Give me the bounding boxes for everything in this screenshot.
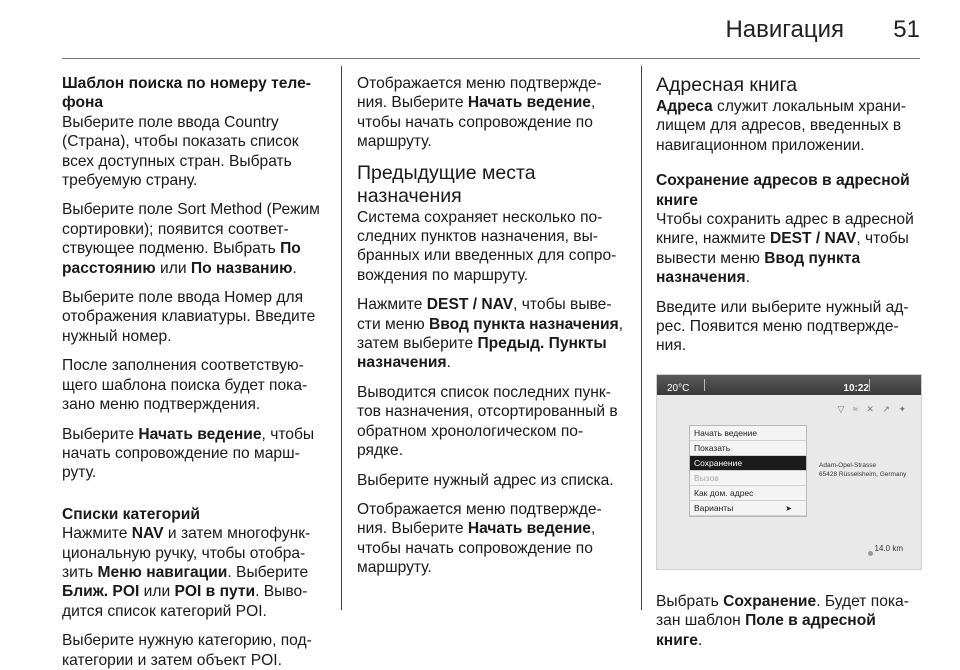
chevron-right-icon: ➤ (785, 503, 792, 513)
section-heading-address-book: Адресная книга (656, 74, 798, 96)
section-heading-save-address: Сохранение адресов в адресной книге (656, 172, 910, 209)
status-separator (869, 379, 870, 391)
paragraph: Отображается меню подтвержде-ния. Выберите Начать ведение, чтобы начать сопровождение по маршруту. (357, 500, 602, 577)
paragraph: Введите или выберите нужный ад-рес. Появится меню подтвержде-ния. (656, 298, 909, 355)
column-middle (357, 74, 627, 578)
paragraph: Нажмите DEST / NAV, чтобы выве-сти меню Ввод пункта назначения, затем выберите Предыд. Пункты назначения. (357, 296, 624, 372)
paragraph: Выберите Начать ведение, чтобы начать сопровождение по марш-руту. (62, 425, 315, 482)
page-number: 51 (893, 16, 920, 43)
infotainment-screen-figure (656, 374, 922, 570)
destination-address (819, 461, 906, 479)
column-divider (341, 66, 342, 610)
section-heading-phone-search: Шаблон поиска по номеру теле-фона (62, 75, 311, 112)
confirmation-menu (689, 425, 807, 517)
paragraph: После заполнения соответствую-щего шаблона поиска будет пока-зано меню подтверждения. (62, 357, 308, 414)
screen-menu-item[interactable]: Начать ведение (690, 426, 806, 441)
address-street: Adam-Opel-Strasse (819, 461, 877, 469)
column-left (62, 74, 324, 670)
screen-menu-item[interactable]: Сохранение (690, 456, 806, 471)
paragraph: Выбрать Сохранение. Будет пока-зан шаблон Поле в адресной книге. (656, 592, 909, 649)
paragraph: Выберите поле ввода Country (Страна), чтобы показать список всех доступных стран. Выбрать требуемую страну. (62, 113, 299, 190)
paragraph: Нажмите NAV и затем многофунк-циональную ручку, чтобы отобра-зить Меню навигации. Выберите Ближ. POI или POI в пути. Выво-дится список категорий POI. (62, 525, 311, 620)
paragraph: Выберите нужную категорию, под-категории и затем объект POI. (62, 632, 312, 669)
header-divider (62, 58, 920, 59)
distance-readout: 14.0 km (874, 544, 903, 554)
screen-menu-item[interactable]: Показать (690, 441, 806, 456)
page-section-title: Навигация (725, 16, 844, 43)
screen-clock: 10:22 (843, 382, 869, 394)
paragraph: Система сохраняет несколько по-следних пунктов назначения, вы-бранных или введенных для сопро-вождения по маршруту. (357, 208, 617, 284)
paragraph: Выберите поле ввода Номер для отображения клавиатуры. Введите нужный номер. (62, 289, 316, 345)
screen-menu-item[interactable]: Как дом. адрес (690, 486, 806, 501)
screen-status-bar (657, 375, 921, 395)
direction-icon (868, 551, 873, 556)
screen-temperature: 20°C (667, 382, 690, 394)
paragraph: Чтобы сохранить адрес в адресной книге, нажмите DEST / NAV, чтобы вывести меню Ввод пункта назначения. (656, 211, 914, 287)
paragraph: Отображается меню подтвержде-ния. Выберите Начать ведение, чтобы начать сопровождение по маршруту. (357, 75, 602, 151)
paragraph: Выберите нужный адрес из списка. (357, 471, 614, 489)
screen-menu-item[interactable]: Варианты ➤ (690, 501, 806, 516)
section-heading-previous-destinations: Предыдущие места назначения (357, 161, 536, 207)
status-icons: ▽ ≈ ✕ ↗ ✦ (837, 403, 909, 414)
page-header (0, 0, 960, 52)
address-city: 65428 Rüsselsheim, Germany (819, 470, 907, 478)
column-divider (641, 66, 642, 610)
column-right (656, 74, 924, 650)
status-separator (704, 379, 705, 391)
paragraph: Выберите поле Sort Method (Режим сортировки); появится соответ-ствующее подменю. Выбрать По расстоянию или По названию. (62, 201, 320, 277)
section-heading-category-lists: Списки категорий (62, 505, 200, 523)
paragraph: Выводится список последних пунк-тов назначения, отсортированный в обратном хронологическом по-рядке. (357, 383, 618, 460)
paragraph: Адреса служит локальным храни-лищем для адресов, введенных в навигационном приложении. (656, 98, 907, 154)
screen-menu-item[interactable]: Вызов (690, 471, 806, 486)
